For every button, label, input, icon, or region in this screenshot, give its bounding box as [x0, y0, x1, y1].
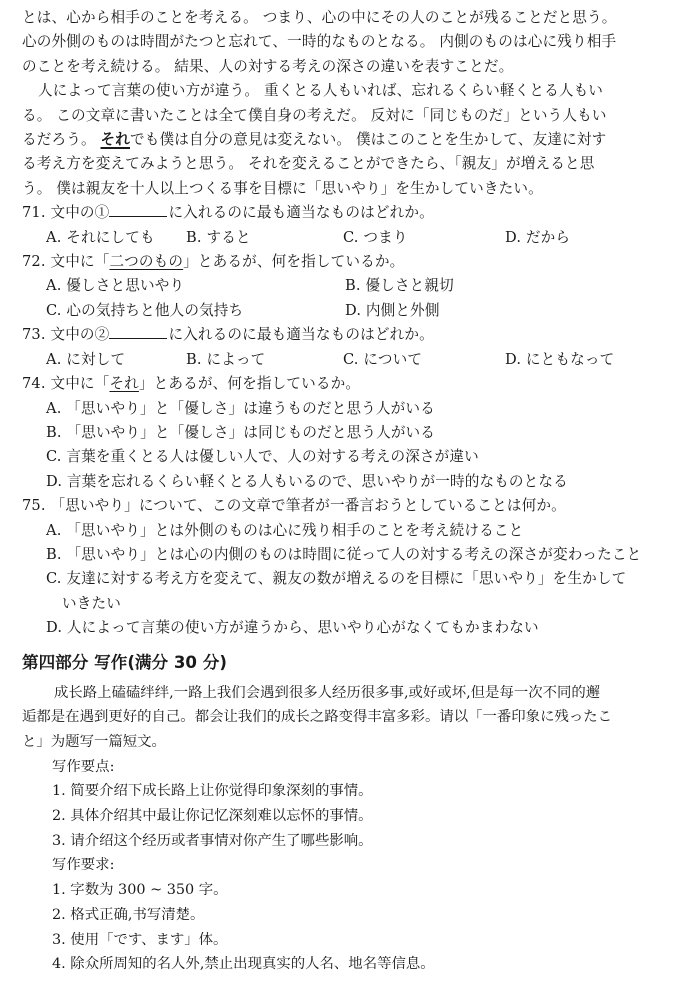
option-d: D. 言葉を忘れるくらい軽くとる人もいるので、思いやりが一時的なものとなる [46, 472, 568, 490]
passage-line: 人によって言葉の使い方が違う。 重くとる人もいれば、忘れるくらい軽くとる人もい [38, 82, 604, 100]
passage-line: る。 この文章に書いたことは全て僕自身の考えだ。 反対に「同じものだ」という人もい [22, 106, 607, 124]
options-row [22, 274, 678, 298]
question-stem [22, 323, 678, 347]
option-b: B. によって [186, 350, 266, 368]
question-text: 」とあるが、何を指しているか。 [138, 375, 361, 393]
question-stem [22, 250, 678, 274]
option-a: A. に対して [46, 350, 126, 368]
underlined-phrase: 二つのもの [109, 253, 184, 271]
passage-line: う。 僕は親友を十人以上つくる事を目標に「思いやり」を生かしていきたい。 [22, 179, 543, 197]
question-74 [22, 372, 678, 494]
passage-line: る考え方を変えてみようと思う。 それを変えることができたら、「親友」が増えると思 [22, 155, 595, 173]
passage-line: 心の外側のものは時間がたつと忘れて、一時的なものとなる。 内側のものは心に残り相手 [22, 33, 617, 51]
writing-point: 2. 具体介绍其中最让你记忆深刻难以忘怀的事情。 [52, 808, 373, 825]
passage-text: るだろう。 [22, 131, 101, 149]
option-b: B. 優しさと親切 [345, 277, 454, 295]
writing-requirements-title: 写作要求: [52, 857, 115, 874]
marked-word-sore: それ [100, 131, 131, 149]
question-stem [22, 372, 678, 396]
options-row [22, 299, 678, 323]
option-b: B. 「思いやり」とは心の内側のものは時間に従って人の対する考えの深さが変わったこと [46, 545, 642, 563]
question-text: 72. 文中に「 [22, 253, 110, 271]
option-a: A. 「思いやり」と「優しさ」は違うものだと思う人がいる [46, 399, 435, 417]
option-d: D. だから [505, 228, 571, 246]
option-a: A. 優しさと思いやり [46, 277, 185, 295]
underlined-phrase: それ [109, 375, 139, 393]
writing-requirement: 1. 字数为 300 ~ 350 字。 [52, 882, 228, 899]
question-text: 」とあるが、何を指しているか。 [183, 253, 405, 271]
writing-requirement: 3. 使用「です、ます」体。 [52, 931, 228, 948]
answer-blank [109, 201, 167, 217]
writing-points-title: 写作要点: [52, 758, 115, 775]
writing-intro-line: 逅都是在遇到更好的自己。都会让我们的成长之路变得丰富多彩。请以「一番印象に残ったこ [22, 709, 613, 726]
writing-requirement: 2. 格式正确,书写清楚。 [52, 906, 205, 923]
question-stem: 75. 「思いやり」について、この文章で筆者が一番言おうとしていることは何か。 [22, 497, 566, 515]
options-row [22, 226, 678, 250]
reading-passage [22, 6, 678, 201]
option-a: A. それにしても [46, 228, 155, 246]
answer-blank [109, 323, 167, 339]
option-c: C. つまり [343, 228, 408, 246]
writing-point: 3. 请介绍这个经历或者事情对你产生了哪些影响。 [52, 832, 373, 849]
passage-line [22, 128, 678, 152]
writing-section [22, 681, 678, 977]
option-d: D. 内側と外側 [345, 301, 440, 319]
option-c: C. 友達に対する考え方を変えて、親友の数が増えるのを目標に「思いやり」を生かして [46, 570, 627, 588]
question-text: 73. 文中の② [22, 326, 110, 344]
writing-requirement: 4. 除众所周知的名人外,禁止出现真实的人名、地名等信息。 [52, 956, 435, 973]
question-text: に入れるのに最も適当なものはどれか。 [168, 204, 434, 222]
option-c: C. 心の気持ちと他人の気持ち [46, 301, 244, 319]
option-c: C. 言葉を重くとる人は優しい人で、人の対する考えの深さが違い [46, 448, 479, 466]
question-stem [22, 201, 678, 225]
option-a: A. 「思いやり」とは外側のものは心に残り相手のことを考え続けること [46, 521, 524, 539]
section-heading: 第四部分 写作(满分 30 分) [22, 652, 227, 672]
question-73 [22, 323, 678, 372]
option-c-continued: いきたい [62, 594, 121, 612]
option-c: C. について [343, 350, 423, 368]
passage-line: とは、心から相手のことを考える。 つまり、心の中にその人のことが残ることだと思う。 [22, 9, 617, 26]
option-b: B. 「思いやり」と「優しさ」は同じものだと思う人がいる [46, 423, 436, 441]
question-75 [22, 494, 678, 640]
question-72 [22, 250, 678, 323]
question-text: 71. 文中の① [22, 204, 110, 222]
question-71 [22, 201, 678, 250]
options-row [22, 348, 678, 372]
option-d: D. にともなって [505, 350, 615, 368]
writing-point: 1. 简要介绍下成长路上让你觉得印象深刻的事情。 [52, 783, 373, 800]
passage-text: でも僕は自分の意見は変えない。 僕はこのことを生かして、友達に対す [130, 131, 607, 149]
writing-intro-line: と」为题写一篇短文。 [22, 733, 166, 750]
option-b: B. すると [186, 228, 251, 246]
writing-intro-line: 成长路上磕磕绊绊,一路上我们会遇到很多人经历很多事,或好或坏,但是每一次不同的邂 [54, 684, 601, 701]
passage-line: のことを考え続ける。 結果、人の対する考えの深さの違いを表すことだ。 [22, 57, 514, 75]
option-d: D. 人によって言葉の使い方が違うから、思いやり心がなくてもかまわない [46, 619, 539, 637]
question-text: に入れるのに最も適当なものはどれか。 [168, 326, 434, 344]
question-text: 74. 文中に「 [22, 375, 110, 393]
